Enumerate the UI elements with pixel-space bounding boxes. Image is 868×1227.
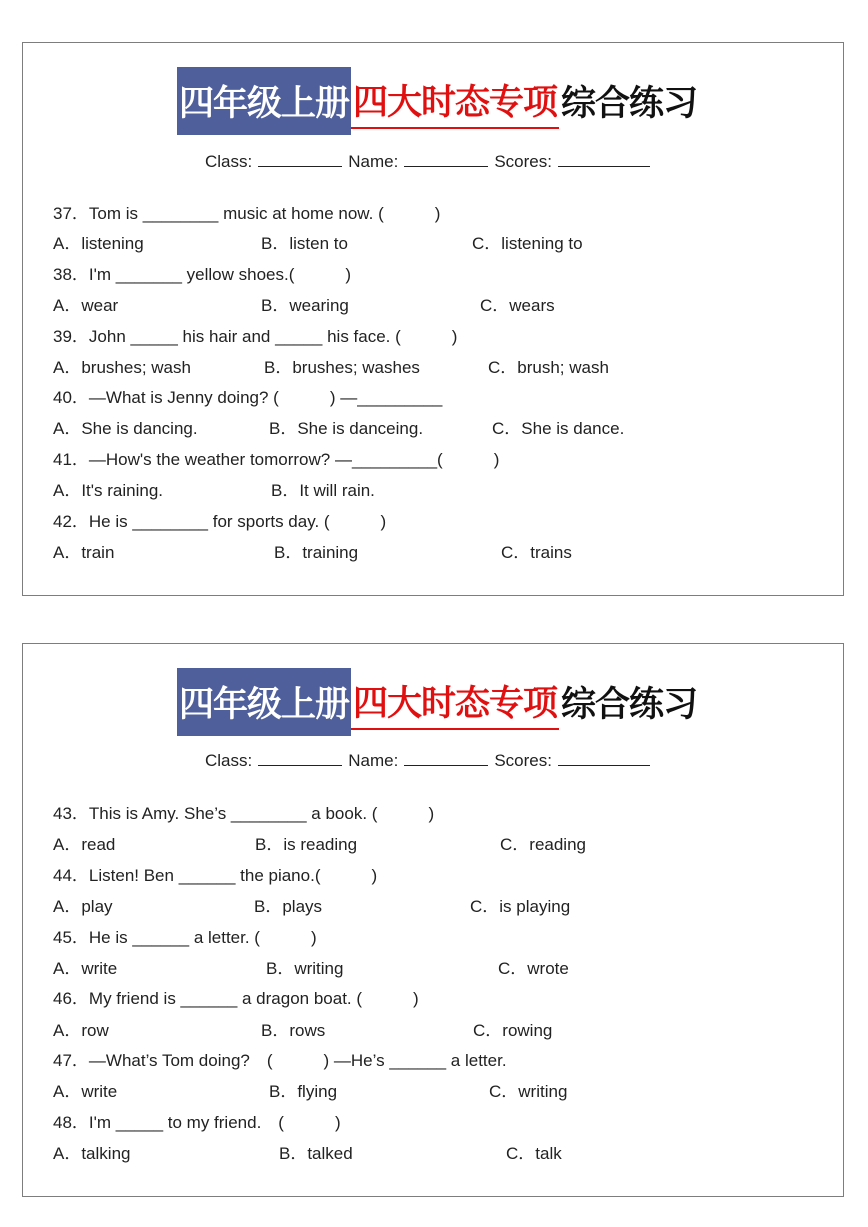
option-45-c[interactable]: C．wrote xyxy=(498,959,569,978)
option-37-c[interactable]: C．listening to xyxy=(472,234,583,253)
option-39-a[interactable]: A．brushes; wash xyxy=(53,358,191,377)
option-46-c[interactable]: C．rowing xyxy=(473,1021,553,1040)
worksheet-card-2 xyxy=(22,643,844,1197)
question-46: 46．My friend is ______ a dragon boat. ( ) xyxy=(53,989,419,1008)
name-blank[interactable] xyxy=(404,748,488,766)
worksheet-title xyxy=(177,67,699,135)
worksheet-title xyxy=(177,668,699,736)
student-info-line xyxy=(205,748,656,771)
question-47: 47．—What’s Tom doing? ( ) —He’s ______ a letter. xyxy=(53,1051,507,1070)
option-43-a[interactable]: A．read xyxy=(53,835,116,854)
option-47-c[interactable]: C．writing xyxy=(489,1082,568,1101)
option-47-b[interactable]: B．flying xyxy=(269,1082,338,1101)
option-48-c[interactable]: C．talk xyxy=(506,1144,562,1163)
class-blank[interactable] xyxy=(258,748,342,766)
option-40-c[interactable]: C．She is dance. xyxy=(492,419,625,438)
class-label: Class: xyxy=(205,751,253,770)
option-37-b[interactable]: B．listen to xyxy=(261,234,348,253)
title-part-topic: 四大时态专项 xyxy=(351,73,559,129)
option-42-c[interactable]: C．trains xyxy=(501,543,572,562)
option-45-a[interactable]: A．write xyxy=(53,959,118,978)
scores-label: Scores: xyxy=(494,152,552,171)
question-44: 44．Listen! Ben ______ the piano.( ) xyxy=(53,866,378,885)
option-37-a[interactable]: A．listening xyxy=(53,234,144,253)
student-info-line xyxy=(205,149,656,172)
option-41-a[interactable]: A．It's raining. xyxy=(53,481,164,500)
option-38-b[interactable]: B．wearing xyxy=(261,296,349,315)
option-39-c[interactable]: C．brush; wash xyxy=(488,358,609,377)
option-38-c[interactable]: C．wears xyxy=(480,296,555,315)
option-38-a[interactable]: A．wear xyxy=(53,296,119,315)
name-blank[interactable] xyxy=(404,149,488,167)
worksheet-card-1 xyxy=(22,42,844,596)
option-39-b[interactable]: B．brushes; washes xyxy=(264,358,420,377)
option-40-a[interactable]: A．She is dancing. xyxy=(53,419,198,438)
option-48-a[interactable]: A．talking xyxy=(53,1144,131,1163)
option-44-c[interactable]: C．is playing xyxy=(470,897,571,916)
option-45-b[interactable]: B．writing xyxy=(266,959,344,978)
scores-blank[interactable] xyxy=(558,149,650,167)
option-42-b[interactable]: B．training xyxy=(274,543,359,562)
option-42-a[interactable]: A．train xyxy=(53,543,115,562)
question-45: 45．He is ______ a letter. ( ) xyxy=(53,928,317,947)
question-48: 48．I'm _____ to my friend. ( ) xyxy=(53,1113,341,1132)
option-44-a[interactable]: A．play xyxy=(53,897,113,916)
title-part-practice: 综合练习 xyxy=(561,84,698,124)
title-part-practice: 综合练习 xyxy=(561,685,698,725)
scores-blank[interactable] xyxy=(558,748,650,766)
option-48-b[interactable]: B．talked xyxy=(279,1144,353,1163)
question-39: 39．John _____ his hair and _____ his face. ( ) xyxy=(53,327,458,346)
question-40: 40．—What is Jenny doing? ( ) —_________ xyxy=(53,388,443,407)
title-part-grade: 四年级上册 xyxy=(177,668,351,736)
question-43: 43．This is Amy. She’s ________ a book. ( ) xyxy=(53,804,435,823)
option-43-c[interactable]: C．reading xyxy=(500,835,586,854)
option-46-a[interactable]: A．row xyxy=(53,1021,109,1040)
option-47-a[interactable]: A．write xyxy=(53,1082,118,1101)
class-blank[interactable] xyxy=(258,149,342,167)
option-41-b[interactable]: B．It will rain. xyxy=(271,481,375,500)
name-label: Name: xyxy=(348,751,399,770)
question-38: 38．I'm _______ yellow shoes.( ) xyxy=(53,265,352,284)
option-44-b[interactable]: B．plays xyxy=(254,897,323,916)
option-43-b[interactable]: B．is reading xyxy=(255,835,358,854)
question-42: 42．He is ________ for sports day. ( ) xyxy=(53,512,387,531)
title-part-topic: 四大时态专项 xyxy=(351,674,559,730)
option-40-b[interactable]: B．She is danceing. xyxy=(269,419,424,438)
question-37: 37．Tom is ________ music at home now. ( ) xyxy=(53,204,441,223)
class-label: Class: xyxy=(205,152,253,171)
scores-label: Scores: xyxy=(494,751,552,770)
question-41: 41．—How's the weather tomorrow? —_________( ) xyxy=(53,450,500,469)
title-part-grade: 四年级上册 xyxy=(177,67,351,135)
name-label: Name: xyxy=(348,152,399,171)
option-46-b[interactable]: B．rows xyxy=(261,1021,326,1040)
